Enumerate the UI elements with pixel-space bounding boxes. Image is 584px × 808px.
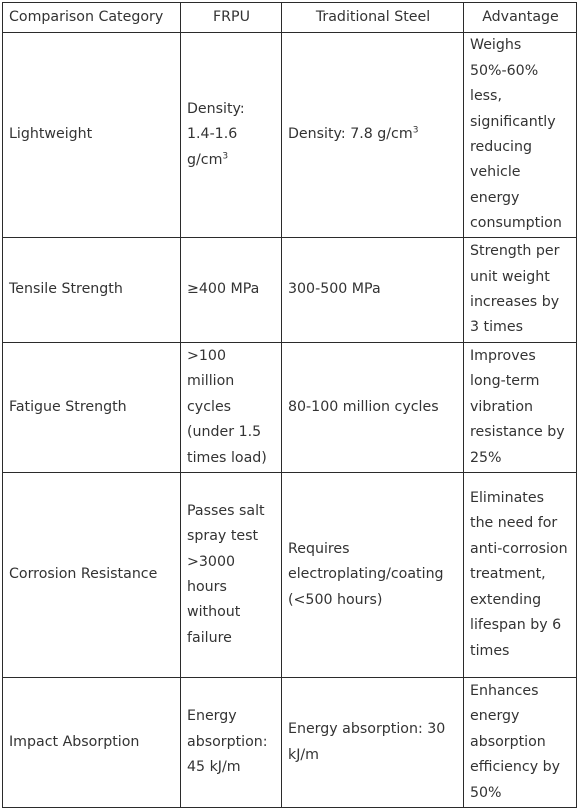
category-cell: Fatigue Strength — [3, 343, 181, 473]
header-frpu: FRPU — [181, 3, 282, 33]
table-row — [3, 238, 577, 343]
steel-cell — [282, 33, 464, 238]
superscript: 3 — [412, 125, 419, 136]
category-cell: Tensile Strength — [3, 238, 181, 343]
header-advantage: Advantage — [464, 3, 577, 33]
advantage-cell: Improves long-term vibration resistance by 25% — [464, 343, 577, 473]
steel-value: Density: 7.8 g/cm — [288, 126, 413, 143]
advantage-cell: Weighs 50%-60% less, significantly reducing vehicle energy consumption — [464, 33, 577, 238]
table-header-row — [3, 3, 577, 33]
table-row — [3, 33, 577, 238]
steel-cell: 300-500 MPa — [282, 238, 464, 343]
table-row — [3, 678, 577, 808]
superscript: 3 — [222, 150, 229, 161]
steel-cell: 80-100 million cycles — [282, 343, 464, 473]
header-comparison-category: Comparison Category — [3, 3, 181, 33]
frpu-cell: ≥400 MPa — [181, 238, 282, 343]
advantage-cell: Strength per unit weight increases by 3 times — [464, 238, 577, 343]
advantage-cell: Eliminates the need for anti-corrosion treatment, extending lifespan by 6 times — [464, 473, 577, 678]
frpu-cell — [181, 33, 282, 238]
steel-cell: Requires electroplating/coating (<500 hours) — [282, 473, 464, 678]
steel-cell: Energy absorption: 30 kJ/m — [282, 678, 464, 808]
frpu-value: Density: 1.4-1.6 g/cm — [187, 100, 245, 168]
category-cell: Lightweight — [3, 33, 181, 238]
header-traditional-steel: Traditional Steel — [282, 3, 464, 33]
table-row — [3, 473, 577, 678]
comparison-table — [2, 2, 577, 808]
frpu-cell: Energy absorption: 45 kJ/m — [181, 678, 282, 808]
frpu-cell: Passes salt spray test >3000 hours without failure — [181, 473, 282, 678]
table-row — [3, 343, 577, 473]
category-cell: Impact Absorption — [3, 678, 181, 808]
advantage-cell: Enhances energy absorption efficiency by 50% — [464, 678, 577, 808]
comparison-table-wrapper — [2, 2, 577, 808]
frpu-cell: >100 million cycles (under 1.5 times load) — [181, 343, 282, 473]
category-cell: Corrosion Resistance — [3, 473, 181, 678]
